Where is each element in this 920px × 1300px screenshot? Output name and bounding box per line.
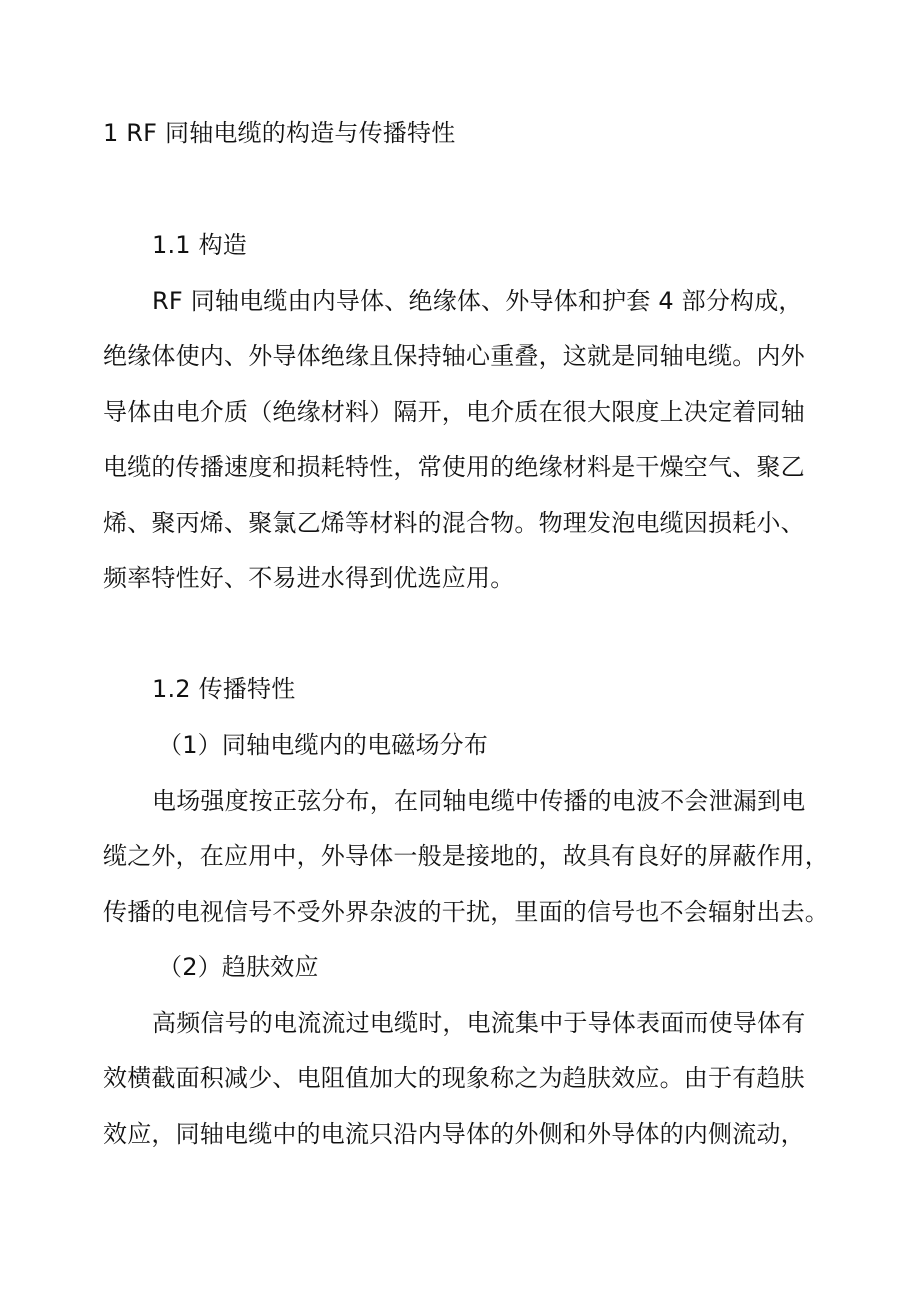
subsection-heading-1-1: 1.1 构造 bbox=[152, 231, 247, 259]
item-heading-2: （2）趋肤效应 bbox=[158, 953, 319, 981]
paragraph-line: 效横截面积减少、电阻值加大的现象称之为趋肤效应。由于有趋肤 bbox=[103, 1064, 805, 1092]
paragraph-line: 缆之外，在应用中，外导体一般是接地的，故具有良好的屏蔽作用， bbox=[103, 842, 829, 870]
paragraph-line: 传播的电视信号不受外界杂波的干扰，里面的信号也不会辐射出去。 bbox=[103, 898, 829, 926]
item-heading-1: （1）同轴电缆内的电磁场分布 bbox=[158, 731, 489, 759]
paragraph-line: 频率特性好、不易进水得到优选应用。 bbox=[103, 564, 515, 592]
paragraph-line: 高频信号的电流流过电缆时，电流集中于导体表面而使导体有 bbox=[152, 1009, 806, 1037]
paragraph-line: RF 同轴电缆由内导体、绝缘体、外导体和护套 4 部分构成， bbox=[152, 287, 803, 315]
paragraph-line: 烯、聚丙烯、聚氯乙烯等材料的混合物。物理发泡电缆因损耗小、 bbox=[103, 509, 805, 537]
paragraph-line: 电缆的传播速度和损耗特性，常使用的绝缘材料是干燥空气、聚乙 bbox=[103, 453, 805, 481]
paragraph-line: 绝缘体使内、外导体绝缘且保持轴心重叠，这就是同轴电缆。内外 bbox=[103, 342, 805, 370]
paragraph-line: 效应，同轴电缆中的电流只沿内导体的外侧和外导体的内侧流动， bbox=[103, 1120, 805, 1148]
subsection-heading-1-2: 1.2 传播特性 bbox=[152, 675, 296, 703]
paragraph-line: 电场强度按正弦分布，在同轴电缆中传播的电波不会泄漏到电 bbox=[152, 787, 806, 815]
paragraph-line: 导体由电介质（绝缘材料）隔开，电介质在很大限度上决定着同轴 bbox=[103, 398, 805, 426]
section-title: 1 RF 同轴电缆的构造与传播特性 bbox=[103, 119, 456, 147]
